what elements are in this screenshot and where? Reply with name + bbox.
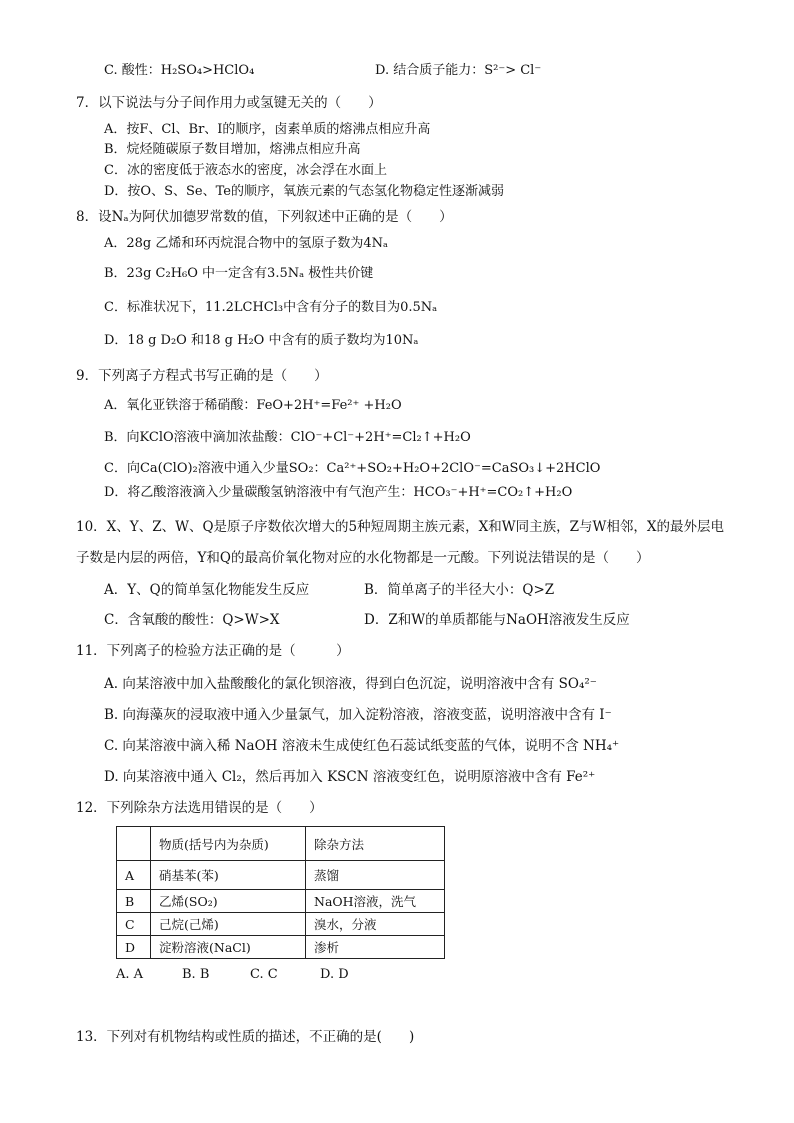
table-cell: 己烷(己烯)	[151, 913, 306, 936]
table-cell: 乙烯(SO₂)	[151, 890, 306, 913]
q11-option-b: B. 向海藻灰的浸取液中通入少量氯气，加入淀粉溶液，溶液变蓝，说明溶液中含有 I⁻	[104, 707, 612, 723]
q6-option-c: C. 酸性：H₂SO₄>HClO₄	[104, 63, 255, 78]
table-cell: 硝基苯(苯)	[151, 861, 306, 890]
q8-option-a: A．28g 乙烯和环丙烷混合物中的氢原子数为4Nₐ	[104, 236, 389, 251]
table-header-cell: 物质(括号内为杂质)	[151, 827, 306, 861]
q10-stem-line1: 10．X、Y、Z、W、Q是原子序数依次增大的5种短周期主族元素，X和W同主族，Z与W相邻，X的最外层电	[76, 519, 724, 535]
q11-option-a: A. 向某溶液中加入盐酸酸化的氯化钡溶液，得到白色沉淀，说明溶液中含有 SO₄²⁻	[104, 676, 597, 692]
q7-option-b: B．烷烃随碳原子数目增加，熔沸点相应升高	[104, 142, 361, 157]
q12-answer-c: C. C	[250, 967, 278, 982]
q8-option-b: B．23g C₂H₆O 中一定含有3.5Nₐ 极性共价键	[104, 266, 374, 281]
table-row	[117, 890, 445, 913]
q10-option-d: D．Z和W的单质都能与NaOH溶液发生反应	[364, 612, 630, 628]
q10-option-b: B．简单离子的半径大小：Q>Z	[364, 582, 555, 598]
q11-option-c: C. 向某溶液中滴入稀 NaOH 溶液未生成使红色石蕊试纸变蓝的气体，说明不含 NH₄⁺	[104, 738, 620, 754]
table-cell: C	[117, 913, 151, 936]
table-cell: 渗析	[306, 936, 445, 959]
table-cell: 溴水，分液	[306, 913, 445, 936]
table-header-cell: 除杂方法	[306, 827, 445, 861]
q7-option-d: D．按O、S、Se、Te的顺序，氧族元素的气态氢化物稳定性逐渐减弱	[104, 184, 504, 199]
q7-option-c: C．冰的密度低于液态水的密度，冰会浮在水面上	[104, 163, 387, 178]
q9-option-b: B．向KClO溶液中滴加浓盐酸：ClO⁻+Cl⁻+2H⁺=Cl₂↑+H₂O	[104, 430, 471, 445]
q7-option-a: A．按F、Cl、Br、I的顺序，卤素单质的熔沸点相应升高	[104, 122, 431, 137]
q11-stem: 11．下列离子的检验方法正确的是（ ）	[76, 643, 350, 659]
q9-option-a: A．氧化亚铁溶于稀硝酸：FeO+2H⁺=Fe²⁺ +H₂O	[104, 398, 402, 413]
q11-option-d: D. 向某溶液中通入 Cl₂，然后再加入 KSCN 溶液变红色，说明原溶液中含有 Fe²⁺	[104, 769, 596, 785]
table-header-cell	[117, 827, 151, 861]
q10-option-a: A．Y、Q的简单氢化物能发生反应	[104, 582, 310, 598]
table-cell: D	[117, 936, 151, 959]
q9-option-d: D．将乙酸溶液滴入少量碳酸氢钠溶液中有气泡产生：HCO₃⁻+H⁺=CO₂↑+H₂O	[104, 485, 573, 500]
q10-option-c: C．含氧酸的酸性：Q>W>X	[104, 612, 280, 628]
q12-table	[116, 826, 445, 959]
table-cell: 淀粉溶液(NaCl)	[151, 936, 306, 959]
q8-option-d: D．18 g D₂O 和18 g H₂O 中含有的质子数均为10Nₐ	[104, 333, 419, 348]
table-cell: 蒸馏	[306, 861, 445, 890]
q10-stem-line2: 子数是内层的两倍，Y和Q的最高价氧化物对应的水化物都是一元酸。下列说法错误的是（ ）	[76, 550, 650, 566]
q7-stem: 7．以下说法与分子间作用力或氢键无关的（ ）	[76, 95, 382, 111]
table-row	[117, 913, 445, 936]
q12-stem: 12．下列除杂方法选用错误的是（ ）	[76, 800, 323, 816]
q12-answer-d: D. D	[320, 967, 349, 982]
q9-option-c: C．向Ca(ClO)₂溶液中通入少量SO₂：Ca²⁺+SO₂+H₂O+2ClO⁻=CaSO₃↓+2HClO	[104, 461, 601, 476]
q12-answer-a: A. A	[116, 967, 144, 982]
table-cell: A	[117, 861, 151, 890]
q12-answer-b: B. B	[182, 967, 210, 982]
q6-option-d: D. 结合质子能力：S²⁻> Cl⁻	[375, 63, 542, 78]
q8-option-c: C．标准状况下，11.2LCHCl₃中含有分子的数目为0.5Nₐ	[104, 300, 438, 315]
q8-stem: 8．设Nₐ为阿伏加德罗常数的值，下列叙述中正确的是（ ）	[76, 209, 453, 225]
table-row	[117, 936, 445, 959]
table-cell: B	[117, 890, 151, 913]
table-row	[117, 861, 445, 890]
q9-stem: 9．下列离子方程式书写正确的是（ ）	[76, 368, 328, 384]
table-header-row	[117, 827, 445, 861]
q13-stem: 13．下列对有机物结构或性质的描述，不正确的是( )	[76, 1029, 415, 1045]
table-cell: NaOH溶液，洗气	[306, 890, 445, 913]
